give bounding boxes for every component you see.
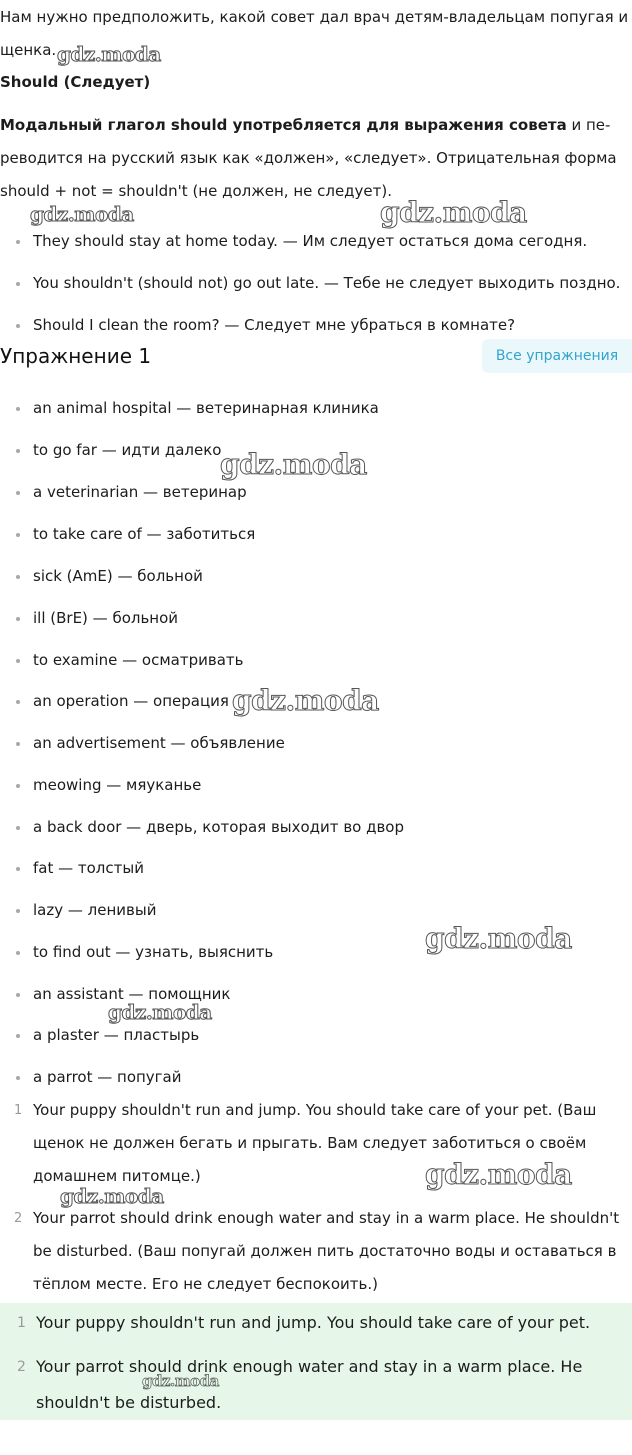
- watermark: gdz.moda: [142, 1372, 219, 1390]
- all-exercises-button[interactable]: Все упражнения: [482, 339, 632, 373]
- grammar-rule-line-1: [0, 109, 630, 142]
- vocab-text: a back door — дверь, которая выходит во двор: [33, 818, 405, 836]
- bullet-dot: [16, 826, 20, 830]
- grammar-title: Should (Следует): [0, 73, 151, 91]
- vocab-text: to take care of — заботиться: [33, 525, 256, 543]
- watermark: gdz.moda: [220, 448, 367, 481]
- bullet-dot: [16, 324, 20, 328]
- grammar-rule-bold: Модальный глагол should употребляется для выражения совета: [0, 116, 567, 134]
- bullet-dot: [16, 1076, 20, 1080]
- bullet-dot: [16, 993, 20, 997]
- text-line: тёплом месте. Его не следует беспокоить.): [33, 1275, 378, 1293]
- vocab-text: ill (BrE) — больной: [33, 609, 179, 627]
- bullet-dot: [16, 742, 20, 746]
- vocab-text: a plaster — пластырь: [33, 1026, 200, 1044]
- item-number: 1: [14, 1103, 23, 1118]
- text-line: Your parrot should drink enough water and stay in a warm place. He shouldn't: [33, 1209, 620, 1227]
- bullet-dot: [16, 240, 20, 244]
- bullet-dot: [16, 533, 20, 537]
- vocab-text: fat — толстый: [33, 859, 144, 877]
- item-number: 1: [17, 1315, 26, 1331]
- text-line: shouldn't be disturbed.: [36, 1393, 222, 1412]
- vocab-text: to find out — узнать, выяснить: [33, 943, 274, 961]
- text-line: Your puppy shouldn't run and jump. You should take care of your pet. (Ваш: [33, 1101, 597, 1119]
- grammar-rule-line-2: реводится на русский язык как «должен», «следует». Отрицательная форма: [0, 149, 617, 167]
- item-number: 2: [17, 1359, 26, 1375]
- example-text: Should I clean the room? — Следует мне убраться в комнате?: [33, 316, 516, 334]
- grammar-rule-rest: и пе-: [566, 116, 611, 134]
- text-line: щенок не должен бегать и прыгать. Вам следует заботиться о своём: [33, 1134, 587, 1152]
- vocab-text: lazy — ленивый: [33, 901, 157, 919]
- bullet-dot: [16, 951, 20, 955]
- vocab-text: a parrot — попугай: [33, 1068, 182, 1086]
- watermark: gdz.moda: [30, 202, 134, 226]
- watermark: gdz.moda: [425, 1158, 572, 1191]
- item-text: [33, 1202, 629, 1301]
- vocab-text: sick (AmE) — больной: [33, 567, 203, 585]
- bullet-dot: [16, 282, 20, 286]
- watermark: gdz.moda: [108, 1000, 212, 1024]
- vocab-text: an animal hospital — ветеринарная клиника: [33, 399, 379, 417]
- bullet-dot: [16, 1034, 20, 1038]
- text-line: Your parrot should drink enough water and stay in a warm place. He: [36, 1357, 583, 1376]
- vocab-text: an advertisement — объявление: [33, 734, 285, 752]
- bullet-dot: [16, 784, 20, 788]
- vocab-text: to examine — осматривать: [33, 651, 244, 669]
- watermark: gdz.moda: [57, 42, 161, 66]
- vocab-text: an assistant — помощник: [33, 985, 231, 1003]
- vocab-text: an operation — операция: [33, 692, 229, 710]
- intro-line-2: щенка.: [0, 41, 57, 59]
- watermark: gdz.moda: [380, 196, 527, 229]
- item-text: [36, 1349, 616, 1421]
- text-line: Your puppy shouldn't run and jump. You should take care of your pet.: [36, 1313, 591, 1332]
- bullet-dot: [16, 909, 20, 913]
- vocab-text: to go far — идти далеко: [33, 441, 222, 459]
- watermark: gdz.moda: [232, 684, 379, 717]
- example-text: They should stay at home today. — Им следует остаться дома сегодня.: [33, 232, 588, 250]
- intro-line-1: Нам нужно предположить, какой совет дал врач детям-владельцам попугая и: [0, 8, 629, 26]
- watermark: gdz.moda: [425, 922, 572, 955]
- grammar-rule-line-3: should + not = shouldn't (не должен, не следует).: [0, 182, 393, 200]
- bullet-dot: [16, 491, 20, 495]
- vocab-text: meowing — мяуканье: [33, 776, 202, 794]
- bullet-dot: [16, 617, 20, 621]
- text-line: be disturbed. (Ваш попугай должен пить достаточно воды и оставаться в: [33, 1242, 617, 1260]
- exercise-title: Упражнение 1: [0, 344, 152, 368]
- answer-box: [0, 1303, 632, 1420]
- item-text: [36, 1305, 616, 1341]
- text-line: домашнем питомце.): [33, 1167, 201, 1185]
- bullet-dot: [16, 700, 20, 704]
- example-text: You shouldn't (should not) go out late. — Тебе не следует выходить поздно.: [33, 274, 621, 292]
- bullet-dot: [16, 659, 20, 663]
- watermark: gdz.moda: [60, 1184, 164, 1208]
- bullet-dot: [16, 407, 20, 411]
- bullet-dot: [16, 867, 20, 871]
- bullet-dot: [16, 449, 20, 453]
- vocab-text: a veterinarian — ветеринар: [33, 483, 247, 501]
- bullet-dot: [16, 575, 20, 579]
- item-number: 2: [14, 1211, 23, 1226]
